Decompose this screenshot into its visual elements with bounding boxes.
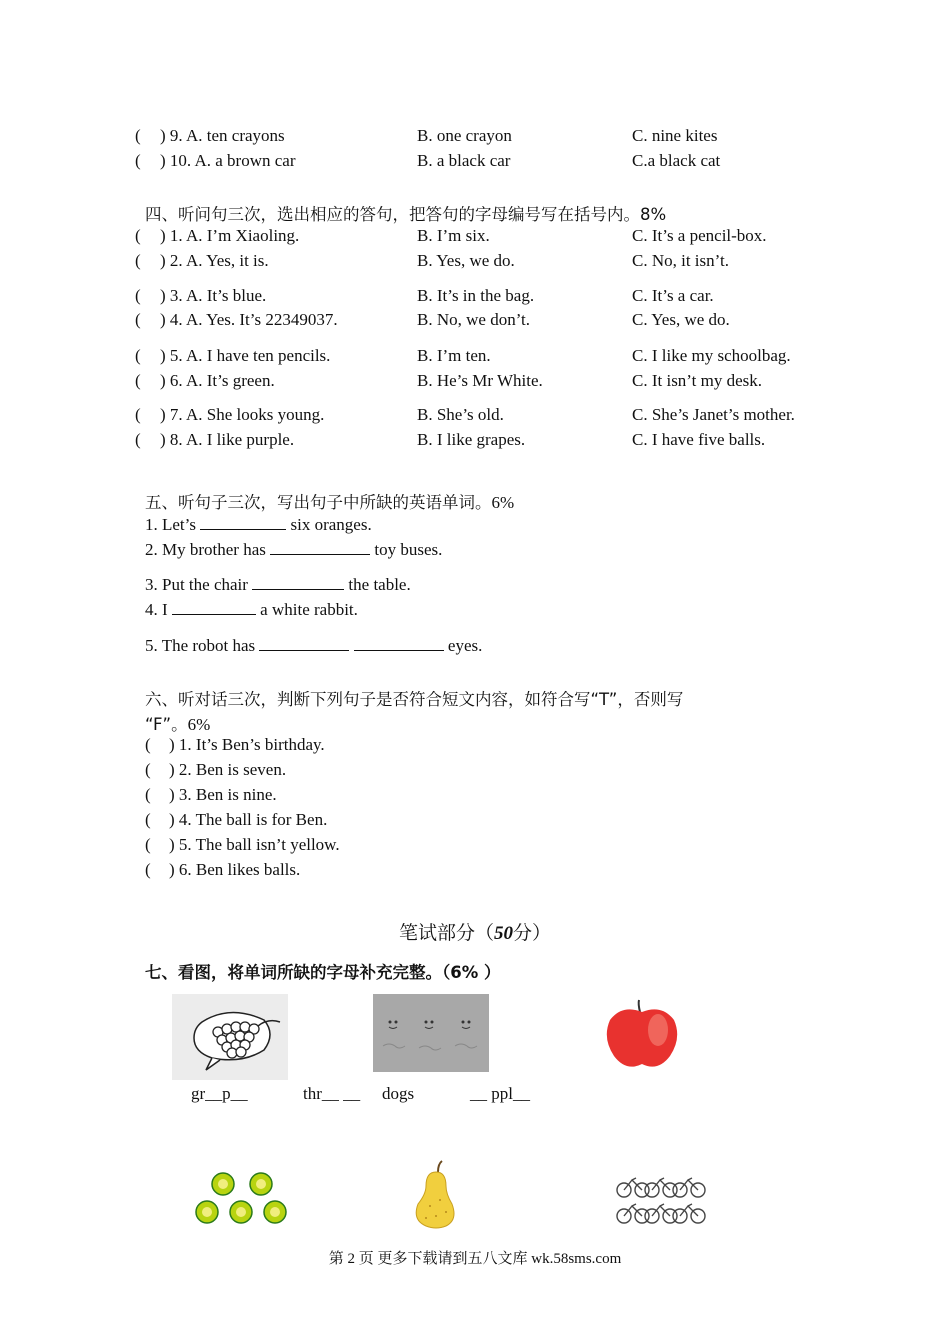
option-a: ) 9. A. ten crayons [160,126,285,145]
balls-picture [193,1170,293,1228]
fill-sentence-3 [145,575,411,595]
bicycle-icon [614,1172,706,1230]
heading-number: 50 [494,923,513,944]
sentence-text: the table. [348,575,411,594]
question-row [0,286,950,310]
answer-bracket[interactable]: ( [135,310,141,329]
heading-text: 笔试部分（ [398,922,494,944]
option-b: B. I’m ten. [417,346,491,365]
option-b: B. I like grapes. [417,430,526,449]
option-a: ) 2. A. Yes, it is. [160,251,269,270]
question-row [0,371,950,395]
tf-item [0,860,950,884]
bikes-picture [614,1172,706,1230]
question-row [0,251,950,275]
answer-bracket[interactable]: ( [145,735,151,754]
section-4-title: 四、听问句三次，选出相应的答句，把答句的字母编号写在括号内。8% [145,205,667,224]
question-row [0,346,950,370]
answer-bracket[interactable]: ( [135,251,141,270]
answer-blank[interactable] [354,636,444,651]
apple-icon [602,998,682,1072]
answer-bracket[interactable]: ( [135,286,141,305]
answer-bracket[interactable]: ( [135,226,141,245]
fill-sentence-4 [145,600,358,620]
question-row [0,310,950,334]
page-footer: 第 2 页 更多下载请到五八文库 wk.58sms.com [328,1251,622,1267]
tf-item [0,735,950,759]
option-a: ) 1. A. I’m Xiaoling. [160,226,300,245]
word-dogs: dogs [382,1084,415,1103]
word-three[interactable]: thr__ __ [303,1084,361,1103]
option-c: C. No, it isn’t. [632,251,729,270]
pear-icon [410,1160,460,1230]
pear-picture [410,1160,460,1230]
option-a: ) 8. A. I like purple. [160,430,295,449]
option-b: B. He’s Mr White. [417,371,543,390]
sentence-text: 3. Put the chair [145,575,248,594]
option-a: ) 5. A. I have ten pencils. [160,346,331,365]
tf-statement: ) 4. The ball is for Ben. [169,810,328,829]
answer-bracket[interactable]: ( [145,860,151,879]
answer-bracket[interactable]: ( [135,346,141,365]
word-apple[interactable]: __ ppl__ [470,1084,530,1103]
option-c: C. nine kites [632,126,718,145]
word-grapes[interactable]: gr__p__ [191,1084,248,1103]
question-row [0,405,950,429]
grapes-picture [172,994,288,1080]
tf-item [0,760,950,784]
option-b: B. a black car [417,151,511,170]
sentence-text: eyes. [447,636,483,655]
section-7-title: 七、看图，将单词所缺的字母补充完整。（6% ） [145,963,501,982]
section-6-title-2 [145,711,210,735]
sentence-text: 4. I [145,600,168,619]
answer-bracket[interactable]: ( [135,151,141,170]
option-c: C. Yes, we do. [632,310,730,329]
answer-bracket[interactable]: ( [135,371,141,390]
answer-bracket[interactable]: ( [135,126,141,145]
answer-bracket[interactable]: ( [135,405,141,424]
answer-bracket[interactable]: ( [145,785,151,804]
option-a: ) 3. A. It’s blue. [160,286,267,305]
tf-item [0,835,950,859]
dog-icon [373,994,489,1072]
tf-item [0,810,950,834]
tf-statement: ) 1. It’s Ben’s birthday. [169,735,325,754]
option-c: C. It isn’t my desk. [632,371,763,390]
option-c: C. I like my schoolbag. [632,346,791,365]
option-b: B. one crayon [417,126,512,145]
sentence-text: toy buses. [374,540,443,559]
option-c: C. She’s Janet’s mother. [632,405,795,424]
answer-blank[interactable] [270,540,370,555]
tf-statement: ) 6. Ben likes balls. [169,860,301,879]
option-b: B. I’m six. [417,226,490,245]
sentence-text: a white rabbit. [260,600,358,619]
section-6-title-text: “F”。 [145,715,188,734]
sentence-text: 2. My brother has [145,540,266,559]
answer-bracket[interactable]: ( [145,835,151,854]
section-6-title: 六、听对话三次，判断下列句子是否符合短文内容，如符合写“T”，否则写 [145,690,684,709]
sentence-text: 1. Let’s [145,515,196,534]
option-a: ) 7. A. She looks young. [160,405,325,424]
section-5-title [145,489,514,513]
option-c: C.a black cat [632,151,721,170]
question-row [0,126,950,150]
option-b: B. Yes, we do. [417,251,515,270]
apple-picture [602,998,682,1072]
sentence-text: 5. The robot has [145,636,256,655]
answer-blank[interactable] [172,600,256,615]
answer-blank[interactable] [259,636,349,651]
option-b: B. She’s old. [417,405,504,424]
section-5-title-text: 五、听句子三次，写出句子中所缺的英语单词。 [145,493,492,512]
tf-item [0,785,950,809]
fill-sentence-5 [145,636,482,656]
tf-statement: ) 2. Ben is seven. [169,760,287,779]
option-a: ) 6. A. It’s green. [160,371,275,390]
answer-blank[interactable] [200,515,286,530]
option-a: ) 4. A. Yes. It’s 22349037. [160,310,338,329]
fill-sentence-2 [145,540,442,560]
question-row [0,430,950,454]
heading-text: 分） [513,922,552,944]
tf-statement: ) 5. The ball isn’t yellow. [169,835,340,854]
option-b: B. It’s in the bag. [417,286,535,305]
option-a: ) 10. A. a brown car [160,151,296,170]
question-row [0,226,950,250]
ball-icon [193,1170,293,1228]
option-c: C. It’s a pencil-box. [632,226,767,245]
answer-bracket[interactable]: ( [145,760,151,779]
section-6-score: 6% [187,715,211,734]
fill-sentence-1 [145,515,372,535]
answer-blank[interactable] [252,575,344,590]
question-row [0,151,950,175]
option-b: B. No, we don’t. [417,310,531,329]
option-c: C. It’s a car. [632,286,714,305]
answer-bracket[interactable]: ( [135,430,141,449]
section-5-score: 6% [491,493,515,512]
sentence-text: six oranges. [290,515,372,534]
answer-bracket[interactable]: ( [145,810,151,829]
option-c: C. I have five balls. [632,430,766,449]
tf-statement: ) 3. Ben is nine. [169,785,277,804]
dogs-picture [373,994,489,1072]
written-part-heading [0,918,950,945]
grapes-icon [172,994,288,1080]
